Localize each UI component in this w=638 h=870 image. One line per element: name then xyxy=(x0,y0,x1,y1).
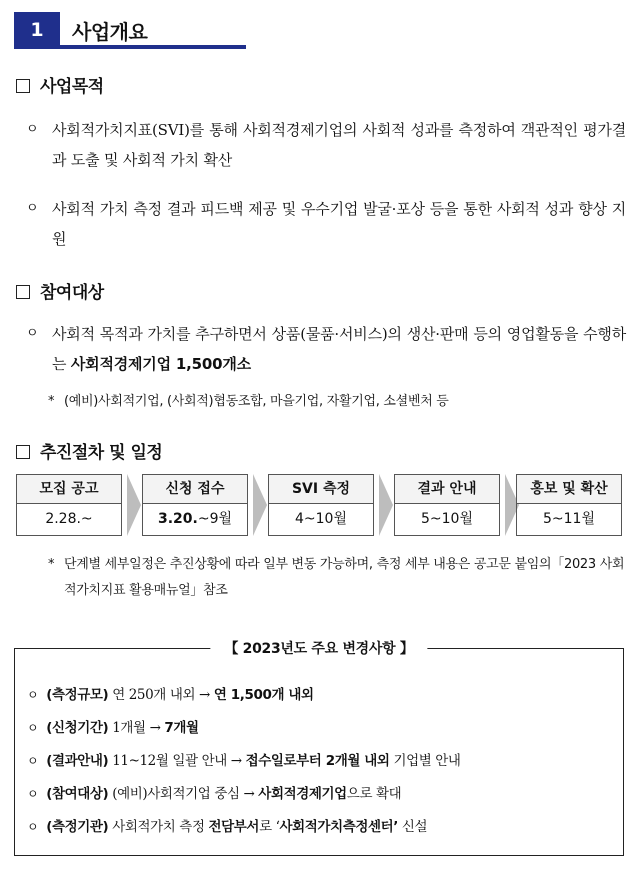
purpose-bullet-2 xyxy=(26,194,626,254)
schedule-note-text: 단계별 세부일정은 추진상황에 따라 일부 변동 가능하며, 측정 세부 내용은 공고문 붙임의「2023 사회적가치지표 활용매뉴얼」참조 xyxy=(64,557,625,598)
flow-arrow-icon xyxy=(127,474,141,536)
change-before: 사회적가치 측정 xyxy=(108,819,209,835)
change-tag: (측정규모) xyxy=(46,687,109,703)
change-after-2: 신설 xyxy=(398,819,428,835)
target-note xyxy=(48,389,628,415)
flow-step-period xyxy=(143,504,247,535)
bullet-circle-icon: ㅇ xyxy=(27,754,39,768)
bullet-circle-icon: ㅇ xyxy=(26,201,39,216)
purpose-heading xyxy=(16,72,104,97)
note-asterisk: * xyxy=(48,557,55,572)
section-title: 사업개요 xyxy=(72,20,148,44)
change-after: 으로 확대 xyxy=(346,786,402,802)
flow-step-period: 5~10월 xyxy=(421,511,473,527)
flow-step-1 xyxy=(16,474,122,536)
change-before: 11~12월 일괄 안내 → xyxy=(108,753,246,769)
change-bold: 사회적경제기업 xyxy=(258,786,347,802)
change-before: (예비)사회적기업 중심 → xyxy=(108,786,259,802)
checkbox-square-icon xyxy=(16,285,30,299)
flow-step-5 xyxy=(516,474,622,536)
flow-step-label: 모집 공고 xyxy=(17,475,121,504)
change-tag: (참여대상) xyxy=(46,786,109,802)
flow-arrow-icon xyxy=(379,474,393,536)
purpose-bullet-1-text: 사회적가치지표(SVI)를 통해 사회적경제기업의 사회적 성과를 측정하여 객관적인 평가결과 도출 및 사회적 가치 확산 xyxy=(52,121,626,169)
target-bullet-text xyxy=(52,319,626,379)
flow-step-2 xyxy=(142,474,248,536)
flow-step-label: SVI 측정 xyxy=(269,475,373,504)
section-underline xyxy=(14,45,246,49)
flow-step-period: 2.28.~ xyxy=(45,511,93,527)
change-item-1 xyxy=(27,685,617,705)
changes-box xyxy=(14,641,624,856)
change-after: 로 ‘ xyxy=(259,819,280,835)
checkbox-square-icon xyxy=(16,445,30,459)
change-tag: (결과안내) xyxy=(46,753,109,769)
flow-arrow-icon xyxy=(253,474,267,536)
bullet-circle-icon: ㅇ xyxy=(27,688,39,702)
flow-step-period-bold: 3.20. xyxy=(157,511,198,527)
bullet-circle-icon: ㅇ xyxy=(27,787,39,801)
flow-step-period-rest: ~9월 xyxy=(197,511,233,527)
change-bold: 7개월 xyxy=(164,720,199,736)
purpose-bullet-2-text: 사회적 가치 측정 결과 피드백 제공 및 우수기업 발굴·포상 등을 통한 사회적 성과 향상 지원 xyxy=(52,200,626,248)
flow-step-label: 홍보 및 확산 xyxy=(517,475,621,504)
bullet-circle-icon: ㅇ xyxy=(27,721,39,735)
flow-step-period: 5~11월 xyxy=(543,511,595,527)
schedule-flow xyxy=(16,474,622,536)
change-bold-2: 사회적가치측정센터’ xyxy=(279,819,398,835)
change-tag: (신청기간) xyxy=(46,720,109,736)
checkbox-square-icon xyxy=(16,79,30,93)
section-header xyxy=(14,12,246,48)
purpose-bullet-1 xyxy=(26,115,626,175)
flow-step-period: 4~10월 xyxy=(295,511,347,527)
change-item-5 xyxy=(27,817,617,837)
flow-step-label: 결과 안내 xyxy=(395,475,499,504)
change-after: 기업별 안내 xyxy=(389,753,461,769)
flow-step-label: 신청 접수 xyxy=(143,475,247,504)
target-heading-label: 참여대상 xyxy=(40,283,104,303)
change-item-3 xyxy=(27,751,617,771)
target-heading xyxy=(16,278,104,303)
flow-step-3 xyxy=(268,474,374,536)
target-bullet-bold: 사회적경제기업 1,500개소 xyxy=(70,355,251,373)
changes-title: 【 2023년도 주요 변경사항 】 xyxy=(210,638,427,658)
bullet-circle-icon: ㅇ xyxy=(27,820,39,834)
change-tag: (측정기관) xyxy=(46,819,109,835)
change-item-4 xyxy=(27,784,617,804)
change-before: 연 250개 내외 → xyxy=(108,687,214,703)
purpose-heading-label: 사업목적 xyxy=(40,77,104,97)
schedule-heading xyxy=(16,438,162,463)
section-number: 1 xyxy=(14,12,60,48)
target-bullet-plain: 사회적 목적과 가치를 추구하면서 상품(물품·서비스)의 생산·판매 등의 영업활동을 수행하는 xyxy=(52,325,626,373)
target-bullet xyxy=(26,319,626,379)
change-before: 1개월 → xyxy=(108,720,165,736)
change-bold: 연 1,500개 내외 xyxy=(213,687,314,703)
schedule-heading-label: 추진절차 및 일정 xyxy=(40,443,163,463)
bullet-circle-icon: ㅇ xyxy=(26,326,39,341)
bullet-circle-icon: ㅇ xyxy=(26,122,39,137)
schedule-note xyxy=(48,552,628,604)
target-note-text: (예비)사회적기업, (사회적)협동조합, 마을기업, 자활기업, 소셜벤처 등 xyxy=(64,394,449,409)
note-asterisk: * xyxy=(48,394,55,409)
change-bold: 접수일로부터 2개월 내외 xyxy=(245,753,390,769)
flow-step-4 xyxy=(394,474,500,536)
change-item-2 xyxy=(27,718,617,738)
change-bold: 전담부서 xyxy=(208,819,260,835)
